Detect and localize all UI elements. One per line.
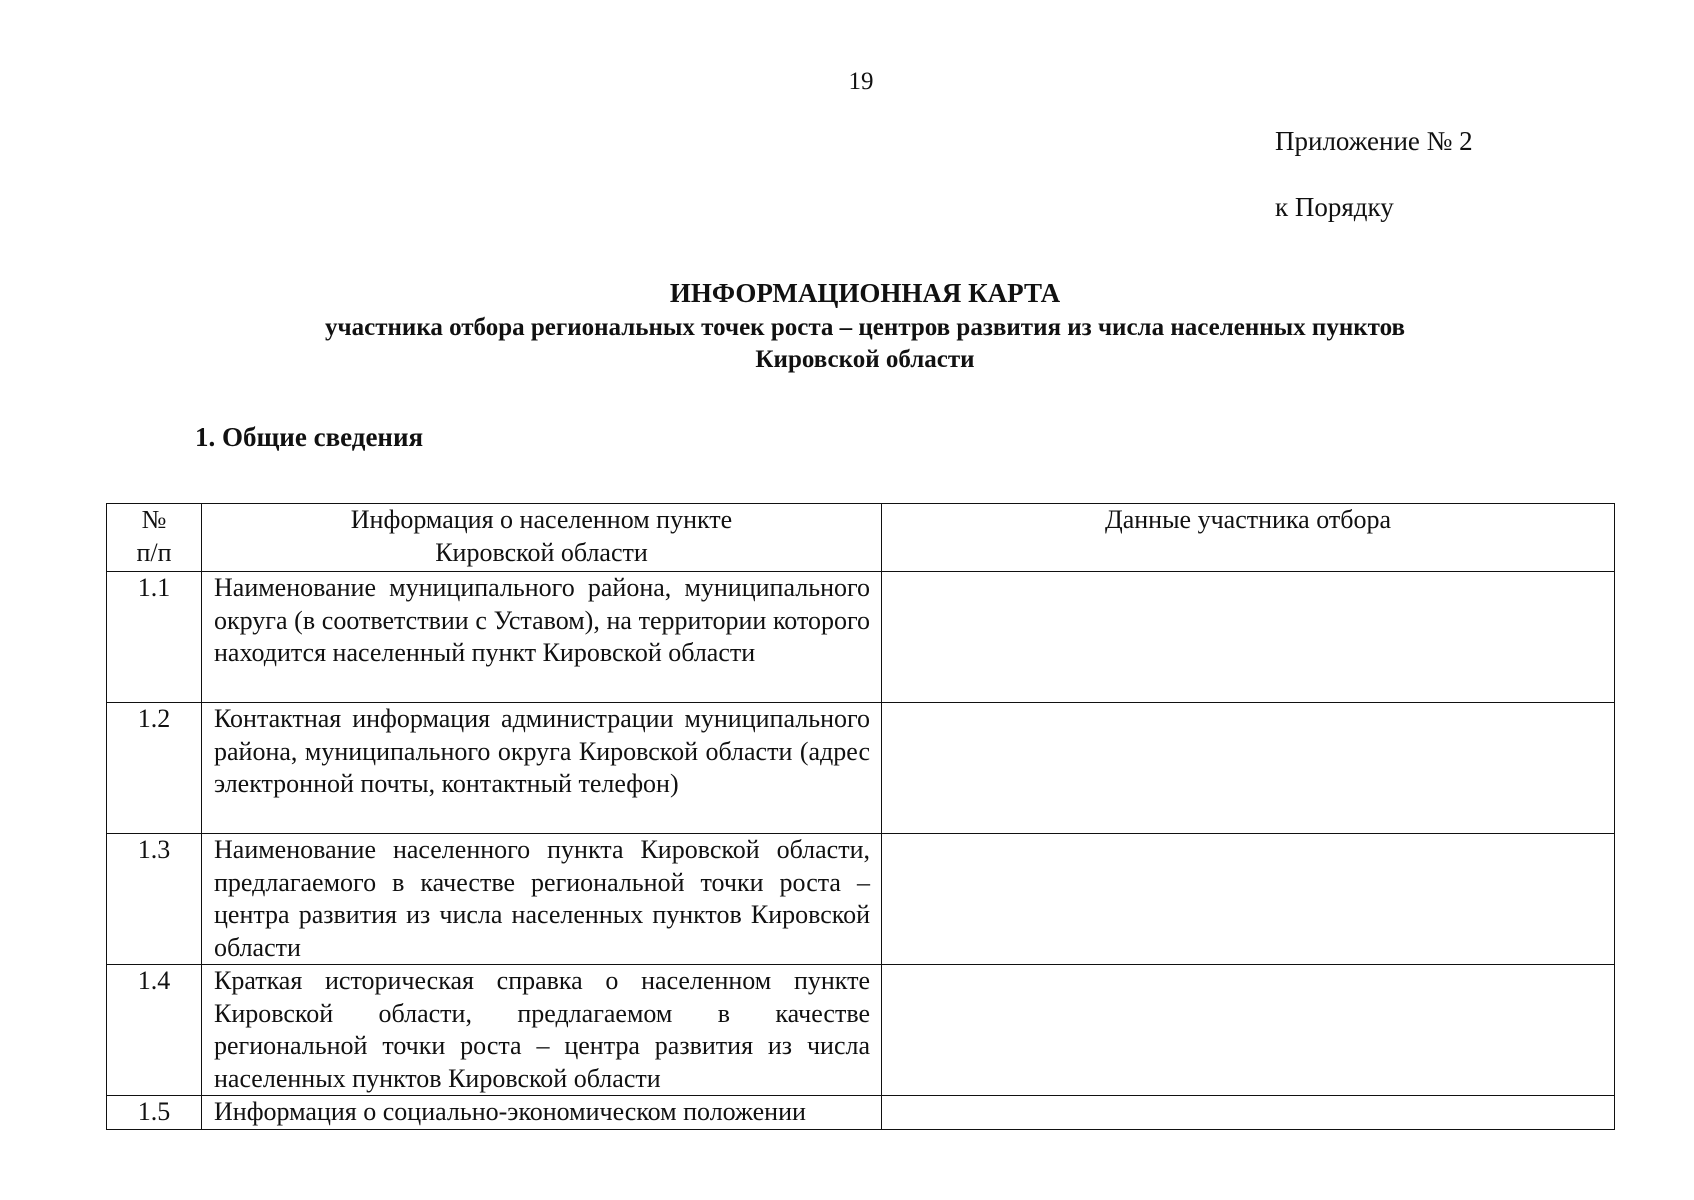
document-title: ИНФОРМАЦИОННАЯ КАРТА: [669, 278, 1061, 308]
row-number: 1.2: [107, 703, 202, 834]
row-number: 1.5: [107, 1096, 202, 1130]
header-num-line2: п/п: [136, 537, 172, 567]
document-subtitle-line2: Кировской области: [755, 346, 975, 373]
page-number: 19: [848, 68, 874, 95]
table-row: [107, 572, 1615, 703]
table-row: [107, 1096, 1615, 1130]
row-data-field[interactable]: [882, 1096, 1615, 1130]
table-row: [107, 703, 1615, 834]
appendix-label: Приложение № 2: [1275, 126, 1473, 156]
header-info: [202, 504, 882, 572]
appendix-reference: к Порядку: [1275, 192, 1394, 222]
row-info: Наименование населенного пункта Кировской области, предлагаемого в качестве региональной точки роста – центра развития из числа населенных пунктов Кировской области: [202, 834, 882, 965]
table-header-row: [107, 504, 1615, 572]
row-data-field[interactable]: [882, 703, 1615, 834]
row-data-field[interactable]: [882, 965, 1615, 1096]
row-info: Краткая историческая справка о населенном пункте Кировской области, предлагаемом в качестве региональной точки роста – центра развития из числа населенных пунктов Кировской области: [202, 965, 882, 1096]
row-info: Информация о социально-экономическом положении: [202, 1096, 882, 1130]
table-row: [107, 834, 1615, 965]
document-subtitle: [0, 312, 1694, 376]
section-heading: 1. Общие сведения: [195, 422, 424, 452]
document-subtitle-line1: участника отбора региональных точек роста – центров развития из числа населенных пунктов: [325, 314, 1405, 341]
row-number: 1.4: [107, 965, 202, 1096]
header-info-line1: Информация о населенном пункте: [350, 505, 733, 534]
header-num: [107, 504, 202, 572]
row-number: 1.1: [107, 572, 202, 703]
row-info: Наименование муниципального района, муниципального округа (в соответствии с Уставом), на территории которого находится населенный пункт Кировской области: [202, 572, 882, 703]
row-info: Контактная информация администрации муниципального района, муниципального округа Кировской области (адрес электронной почты, контактный телефон): [202, 703, 882, 834]
table-row: [107, 965, 1615, 1096]
row-number: 1.3: [107, 834, 202, 965]
row-data-field[interactable]: [882, 834, 1615, 965]
header-info-line2: Кировской области: [435, 537, 648, 567]
header-num-line1: №: [141, 505, 167, 534]
info-card-table: [106, 503, 1615, 1130]
header-data: Данные участника отбора: [882, 504, 1615, 572]
row-data-field[interactable]: [882, 572, 1615, 703]
